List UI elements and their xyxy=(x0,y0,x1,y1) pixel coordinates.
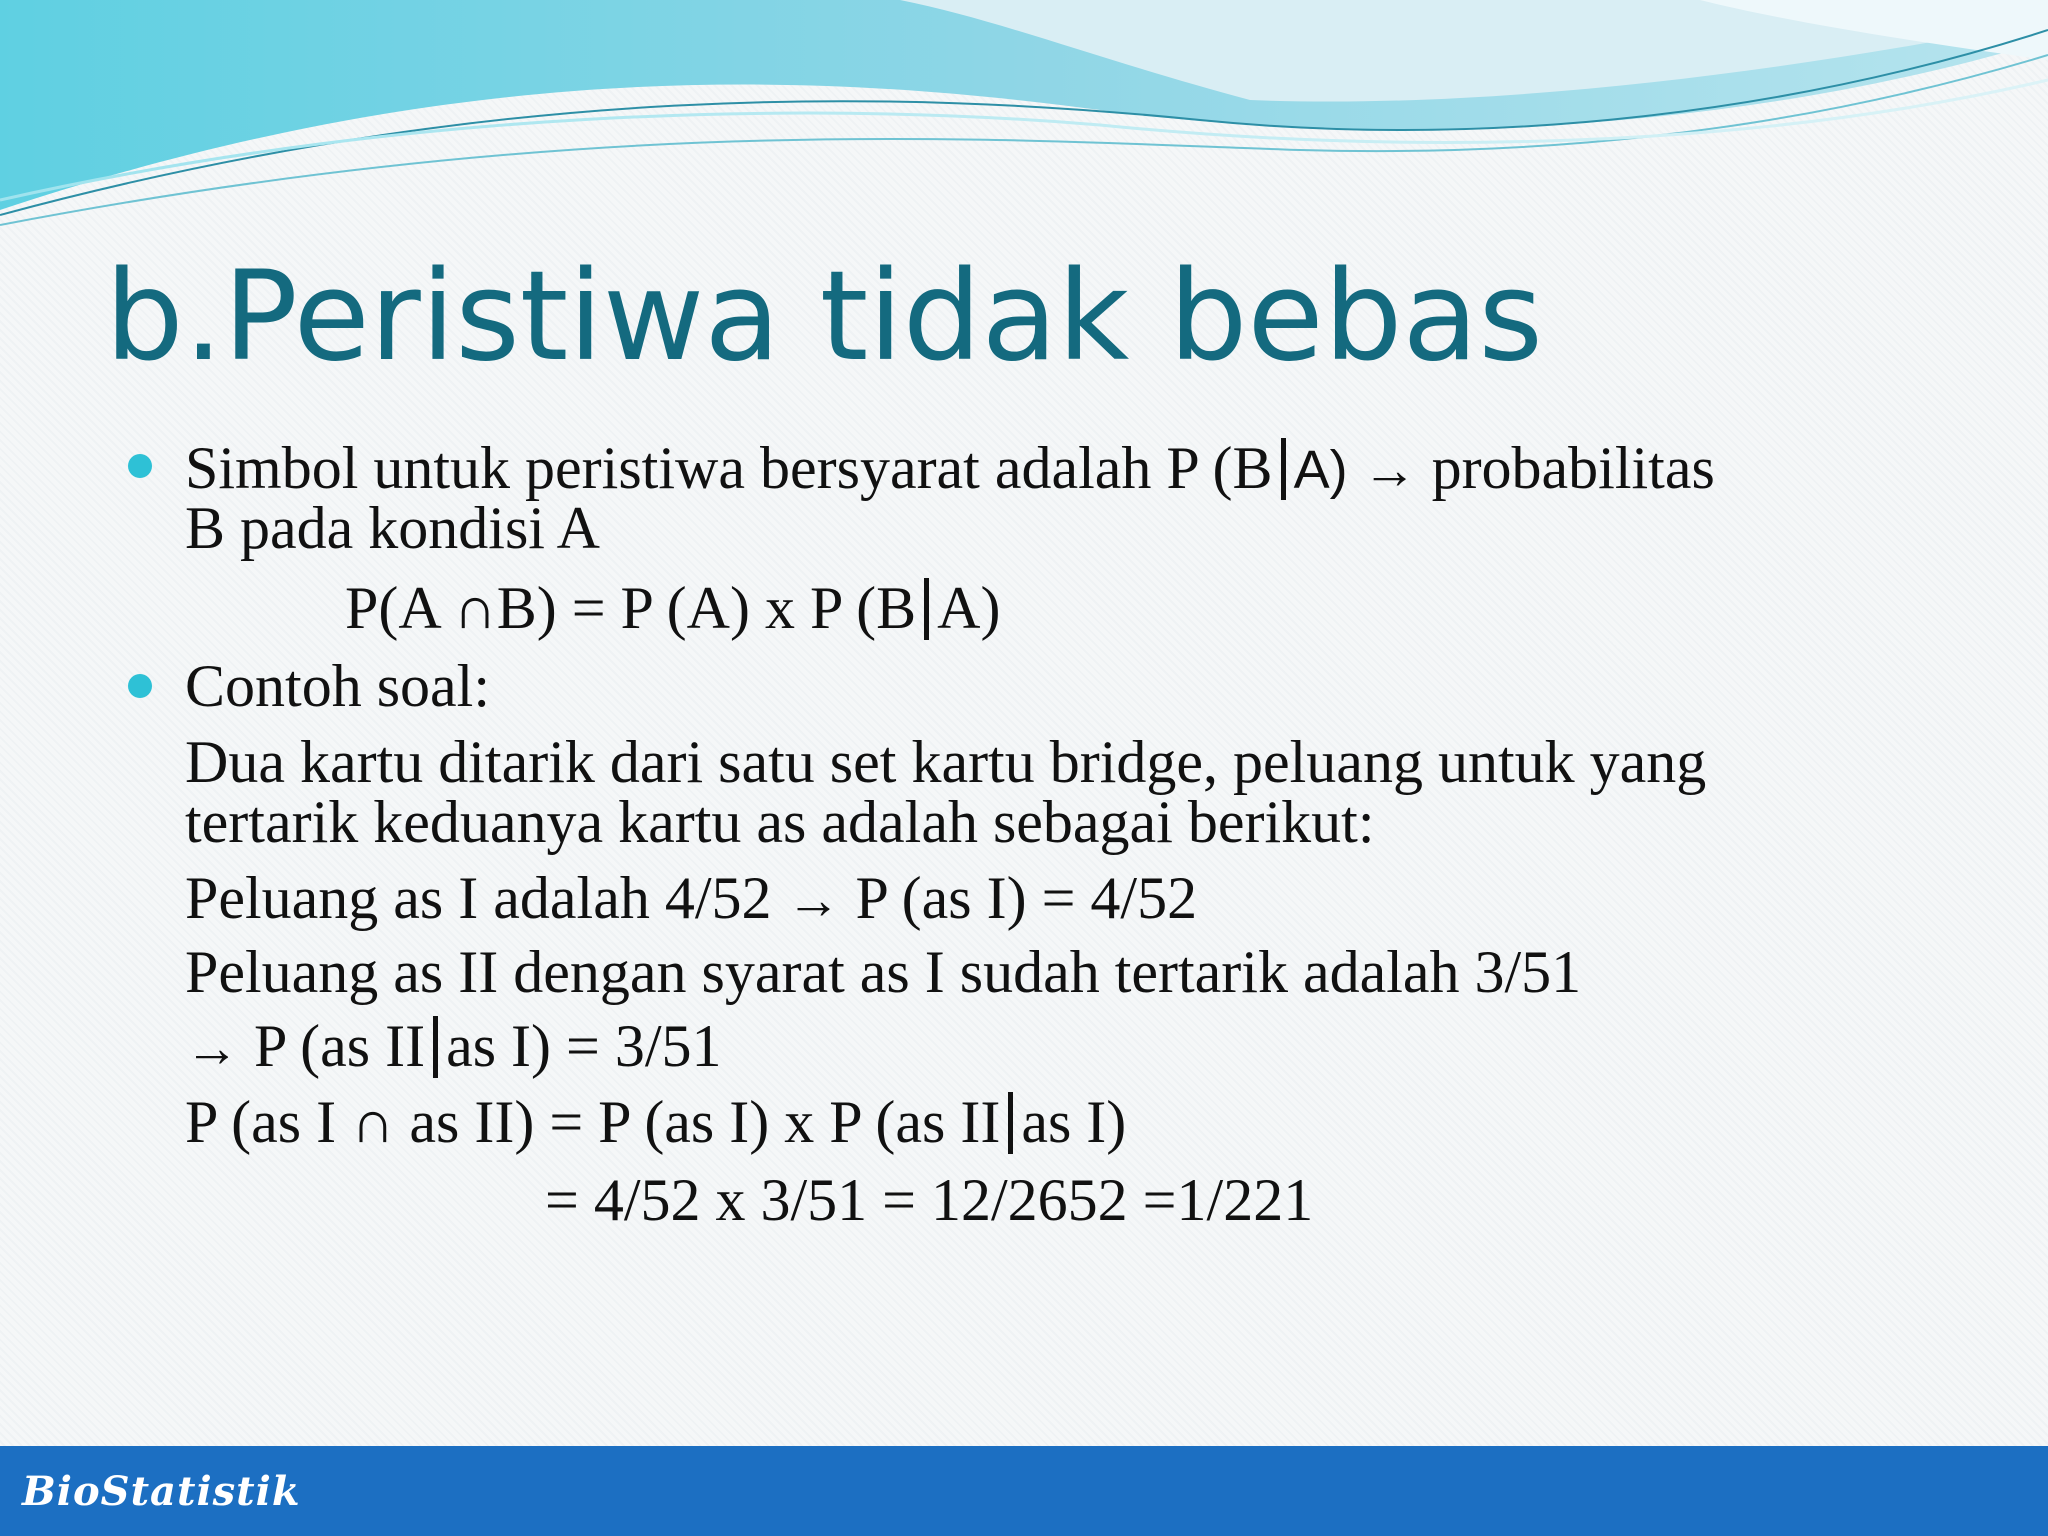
conditional-bar xyxy=(433,1016,438,1078)
arrow-icon: → xyxy=(786,870,841,930)
bullet-1-description: probabilitas xyxy=(1431,435,1715,501)
conditional-bar xyxy=(1008,1092,1013,1154)
bullet-1-line-1 xyxy=(185,435,1715,501)
bullet-dot xyxy=(128,674,152,698)
example-line-3-post: P (as I) = 4/52 xyxy=(855,865,1198,931)
example-line-6-post: as I) xyxy=(1021,1089,1127,1155)
formula-left: P(A ∩B) = P (A) x P (B xyxy=(345,575,917,641)
bullet-1-line-2: B pada kondisi A xyxy=(185,495,600,561)
formula-right: A) xyxy=(937,575,1001,641)
example-line-7: = 4/52 x 3/51 = 12/2652 =1/221 xyxy=(545,1167,1314,1233)
example-line-6-pre: P (as I ∩ as II) = P (as I) x P (as II xyxy=(185,1089,1001,1155)
arrow-icon: → xyxy=(1362,440,1417,500)
footer-label: BioStatistik xyxy=(22,1468,301,1515)
slide-title: b.Peristiwa tidak bebas xyxy=(105,245,1543,389)
arrow-icon: → xyxy=(185,1018,239,1078)
bullet-dot xyxy=(128,454,152,478)
bullet-1-condition: A) xyxy=(1293,440,1348,500)
bullet-2-label: Contoh soal: xyxy=(185,653,491,719)
conditional-bar xyxy=(1281,438,1286,500)
bullet-1-text: Simbol untuk peristiwa bersyarat adalah P (B xyxy=(185,435,1273,501)
example-line-2: tertarik keduanya kartu as adalah sebagai berikut: xyxy=(185,789,1375,855)
example-line-3 xyxy=(185,865,1198,931)
example-line-4: Peluang as II dengan syarat as I sudah tertarik adalah 3/51 xyxy=(185,939,1582,1005)
example-line-5-pre: P (as II xyxy=(254,1013,426,1079)
example-line-1: Dua kartu ditarik dari satu set kartu bridge, peluang untuk yang xyxy=(185,729,1707,795)
example-line-6 xyxy=(185,1089,1127,1155)
example-line-5-post: as I) = 3/51 xyxy=(446,1013,722,1079)
example-line-5 xyxy=(185,1013,722,1079)
formula-line xyxy=(345,575,1001,641)
footer-bar xyxy=(0,1446,2048,1536)
conditional-bar xyxy=(924,578,929,640)
example-line-3-pre: Peluang as I adalah 4/52 xyxy=(185,865,772,931)
